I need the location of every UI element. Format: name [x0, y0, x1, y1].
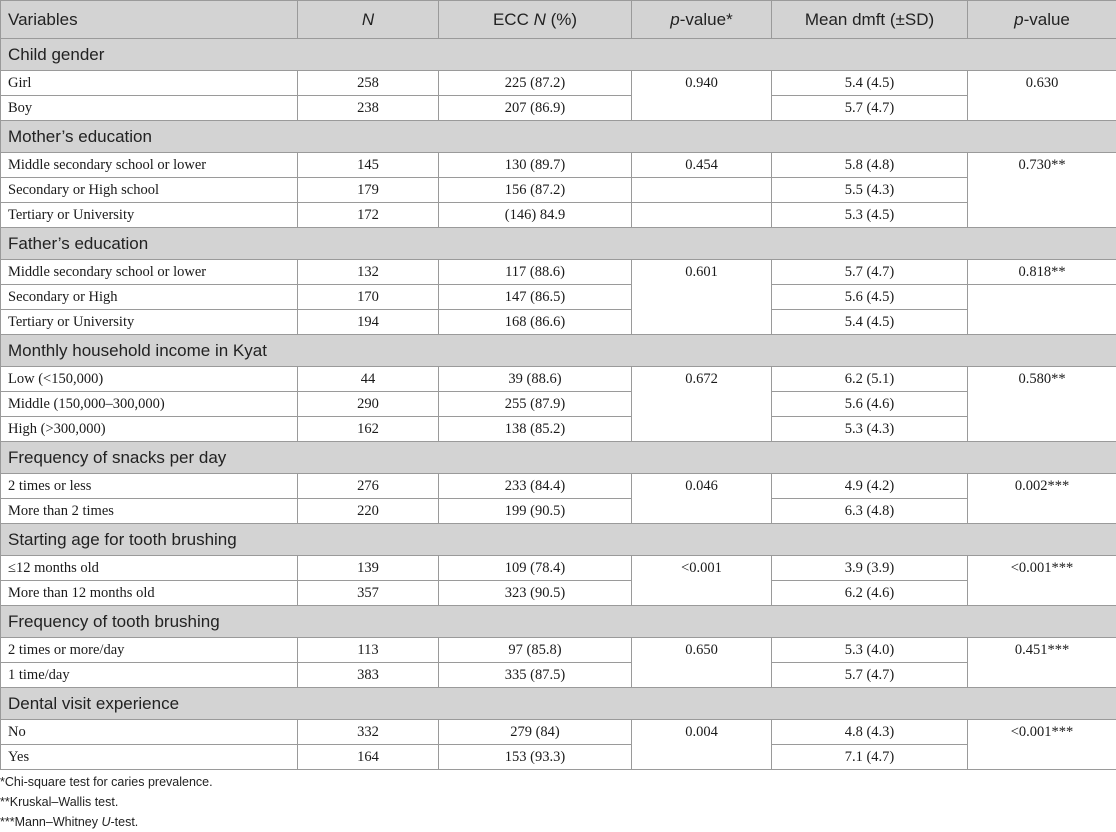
ecc-cell: 39 (88.6) [439, 367, 632, 392]
dmft-cell: 5.6 (4.5) [772, 285, 968, 310]
variable-label: More than 12 months old [1, 581, 298, 606]
header-p-value-dmft: p-value [968, 1, 1116, 39]
p-value-ecc-cell: 0.004 [632, 720, 772, 770]
n-cell: 383 [298, 663, 439, 688]
n-cell: 238 [298, 96, 439, 121]
section-header [1, 442, 1116, 474]
p-value-ecc-cell: 0.672 [632, 367, 772, 442]
n-cell: 164 [298, 745, 439, 770]
table-row [1, 581, 1116, 606]
footnote-chi-square: *Chi-square test for caries prevalence. [0, 775, 213, 789]
table-header [1, 1, 1116, 39]
table-row [1, 556, 1116, 581]
ecc-cell: 130 (89.7) [439, 153, 632, 178]
n-cell: 179 [298, 178, 439, 203]
empty-cell [632, 178, 772, 203]
ecc-cell: (146) 84.9 [439, 203, 632, 228]
section-header [1, 335, 1116, 367]
variable-label: Yes [1, 745, 298, 770]
n-cell: 113 [298, 638, 439, 663]
section-title: Father’s education [1, 228, 1116, 260]
section-title: Dental visit experience [1, 688, 1116, 720]
ecc-cell: 323 (90.5) [439, 581, 632, 606]
footnote-kruskal-wallis: **Kruskal–Wallis test. [0, 795, 119, 809]
section-header [1, 121, 1116, 153]
table-row [1, 745, 1116, 770]
ecc-cell: 156 (87.2) [439, 178, 632, 203]
empty-cell [968, 285, 1116, 335]
table-row [1, 720, 1116, 745]
table-row [1, 638, 1116, 663]
table-row [1, 153, 1116, 178]
p-value-ecc-cell: 0.650 [632, 638, 772, 688]
n-cell: 357 [298, 581, 439, 606]
section-header [1, 228, 1116, 260]
p-value-ecc-cell: 0.940 [632, 71, 772, 121]
section-title: Child gender [1, 39, 1116, 71]
dmft-cell: 6.2 (4.6) [772, 581, 968, 606]
section-title: Monthly household income in Kyat [1, 335, 1116, 367]
table-row [1, 474, 1116, 499]
p-value-dmft-cell: 0.730** [968, 153, 1116, 228]
ecc-cell: 153 (93.3) [439, 745, 632, 770]
ecc-cell: 117 (88.6) [439, 260, 632, 285]
p-value-ecc-cell: <0.001 [632, 556, 772, 606]
ecc-cell: 168 (86.6) [439, 310, 632, 335]
n-cell: 145 [298, 153, 439, 178]
variable-label: Secondary or High [1, 285, 298, 310]
n-cell: 194 [298, 310, 439, 335]
table-row [1, 203, 1116, 228]
dmft-cell: 5.7 (4.7) [772, 663, 968, 688]
footnote-mann-whitney: ***Mann–Whitney U-test. [0, 815, 139, 829]
dmft-cell: 5.7 (4.7) [772, 96, 968, 121]
ecc-cell: 138 (85.2) [439, 417, 632, 442]
dmft-cell: 5.3 (4.5) [772, 203, 968, 228]
variable-label: More than 2 times [1, 499, 298, 524]
n-cell: 290 [298, 392, 439, 417]
header-n: N [298, 1, 439, 39]
dmft-cell: 7.1 (4.7) [772, 745, 968, 770]
variable-label: 1 time/day [1, 663, 298, 688]
table-row [1, 392, 1116, 417]
n-cell: 220 [298, 499, 439, 524]
ecc-cell: 255 (87.9) [439, 392, 632, 417]
dmft-cell: 5.3 (4.0) [772, 638, 968, 663]
n-cell: 162 [298, 417, 439, 442]
table-row [1, 178, 1116, 203]
table-row [1, 285, 1116, 310]
variable-label: No [1, 720, 298, 745]
ecc-cell: 335 (87.5) [439, 663, 632, 688]
ecc-cell: 109 (78.4) [439, 556, 632, 581]
p-value-dmft-cell: 0.580** [968, 367, 1116, 442]
table-row [1, 499, 1116, 524]
table-row [1, 417, 1116, 442]
ecc-cell: 233 (84.4) [439, 474, 632, 499]
variable-label: Middle (150,000–300,000) [1, 392, 298, 417]
variable-label: Girl [1, 71, 298, 96]
dmft-cell: 5.8 (4.8) [772, 153, 968, 178]
header-p-value-ecc: p-value* [632, 1, 772, 39]
n-cell: 276 [298, 474, 439, 499]
table-row [1, 71, 1116, 96]
ecc-cell: 199 (90.5) [439, 499, 632, 524]
ecc-cell: 207 (86.9) [439, 96, 632, 121]
variable-label: Middle secondary school or lower [1, 260, 298, 285]
table-row [1, 96, 1116, 121]
n-cell: 139 [298, 556, 439, 581]
section-title: Starting age for tooth brushing [1, 524, 1116, 556]
dmft-cell: 6.2 (5.1) [772, 367, 968, 392]
ecc-cell: 279 (84) [439, 720, 632, 745]
dmft-cell: 4.8 (4.3) [772, 720, 968, 745]
n-cell: 332 [298, 720, 439, 745]
variable-label: Middle secondary school or lower [1, 153, 298, 178]
p-value-ecc-cell: 0.046 [632, 474, 772, 524]
section-header [1, 524, 1116, 556]
header-variables: Variables [1, 1, 298, 39]
p-value-dmft-cell: 0.630 [968, 71, 1116, 121]
section-header [1, 688, 1116, 720]
p-value-dmft-cell: 0.451*** [968, 638, 1116, 688]
section-title: Mother’s education [1, 121, 1116, 153]
table-row [1, 367, 1116, 392]
p-value-ecc-cell: 0.601 [632, 260, 772, 335]
dmft-cell: 5.4 (4.5) [772, 310, 968, 335]
ecc-cell: 97 (85.8) [439, 638, 632, 663]
p-value-dmft-cell: <0.001*** [968, 556, 1116, 606]
variable-label: 2 times or less [1, 474, 298, 499]
variable-label: High (>300,000) [1, 417, 298, 442]
variable-label: ≤12 months old [1, 556, 298, 581]
dmft-cell: 5.5 (4.3) [772, 178, 968, 203]
p-value-dmft-cell: <0.001*** [968, 720, 1116, 770]
table-body [1, 39, 1116, 770]
dmft-cell: 5.3 (4.3) [772, 417, 968, 442]
table-row [1, 260, 1116, 285]
variable-label: 2 times or more/day [1, 638, 298, 663]
section-title: Frequency of snacks per day [1, 442, 1116, 474]
section-header [1, 606, 1116, 638]
variable-label: Tertiary or University [1, 203, 298, 228]
n-cell: 172 [298, 203, 439, 228]
p-value-dmft-cell: 0.818** [968, 260, 1116, 285]
dmft-cell: 5.7 (4.7) [772, 260, 968, 285]
p-value-ecc-cell: 0.454 [632, 153, 772, 178]
n-cell: 44 [298, 367, 439, 392]
dmft-cell: 6.3 (4.8) [772, 499, 968, 524]
ecc-cell: 225 (87.2) [439, 71, 632, 96]
table-row [1, 310, 1116, 335]
empty-cell [632, 203, 772, 228]
n-cell: 170 [298, 285, 439, 310]
ecc-cell: 147 (86.5) [439, 285, 632, 310]
dmft-cell: 5.4 (4.5) [772, 71, 968, 96]
section-title: Frequency of tooth brushing [1, 606, 1116, 638]
dmft-cell: 4.9 (4.2) [772, 474, 968, 499]
p-value-dmft-cell: 0.002*** [968, 474, 1116, 524]
n-cell: 258 [298, 71, 439, 96]
table-row [1, 663, 1116, 688]
n-cell: 132 [298, 260, 439, 285]
variable-label: Low (<150,000) [1, 367, 298, 392]
variable-label: Tertiary or University [1, 310, 298, 335]
dmft-cell: 3.9 (3.9) [772, 556, 968, 581]
dmft-cell: 5.6 (4.6) [772, 392, 968, 417]
variable-label: Secondary or High school [1, 178, 298, 203]
variable-label: Boy [1, 96, 298, 121]
header-mean-dmft: Mean dmft (±SD) [772, 1, 968, 39]
header-ecc: ECC N (%) [439, 1, 632, 39]
section-header [1, 39, 1116, 71]
